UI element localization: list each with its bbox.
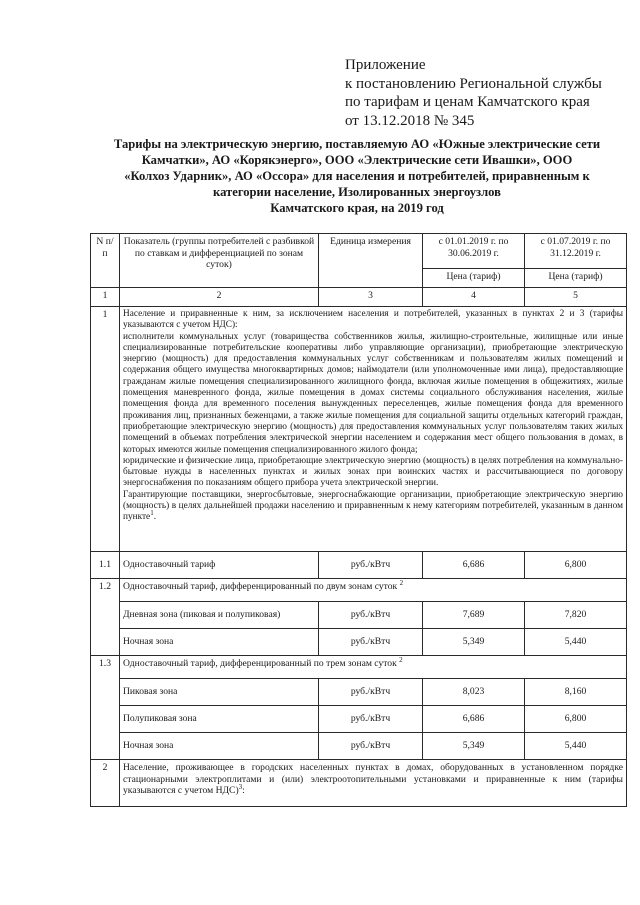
row-value-2: 5,440 — [525, 629, 627, 656]
section-1-text — [120, 307, 627, 552]
section-1-paragraph — [123, 490, 623, 524]
row-1-1 — [91, 552, 627, 579]
title-line: Камчатского края, на 2019 год — [270, 201, 444, 215]
appendix-line: от 13.12.2018 № 345 — [345, 112, 475, 129]
appendix-block — [345, 56, 602, 130]
header-period-1: с 01.01.2019 г. по 30.06.2019 г. — [423, 234, 525, 269]
row-value-1: 5,349 — [423, 733, 525, 760]
period-mark: . — [153, 512, 157, 523]
row-value-2: 7,820 — [525, 602, 627, 629]
footnote-mark: 3 — [238, 783, 243, 791]
row-value-2: 5,440 — [525, 733, 627, 760]
title-line: «Колхоз Ударник», АО «Оссора» для населения и потребителей, приравненным к — [124, 169, 590, 183]
section-1-paragraph: исполнители коммунальных услуг (товарищества собственников жилья, жилищно-строительные, жилищные или иные специализированные потребительские кооперативы либо управляющие организации), приобретающие электрическую энергию (мощность) для предоставления коммунальных услуг собственникам и пользователям жилых помещений и содержания общего имущества многоквартирных домов; наймодатели (или уполномоченные ими лица), предоставляющие гражданам жилые помещения специализированного жилищного фонда, включая жилые помещения в общежитиях, жилые помещения маневренного фонда, жилые помещения в домах системы социального обслуживания населения, жилые помещения фонда для временного поселения вынужденных переселенцев, жилые помещения фонда для временного проживания лиц, признанных беженцами, а также жилые помещения для социальной защиты отдельных категорий граждан, приобретающие электрическую энергию (мощность) для предоставления коммунальных услуг пользователям таких жилых помещений в объемах потребления электрической энергии населением и содержания мест общего пользования в домах, в которых имеются жилые помещения специализированного жилого фонда; — [123, 331, 623, 455]
row-1-3-3 — [91, 733, 627, 760]
header-unit: Единица измерения — [319, 234, 423, 288]
section-1-row — [91, 307, 627, 552]
section-label-text: Одноставочный тариф, дифференцированный по трем зонам суток — [123, 658, 397, 669]
section-2-text — [120, 760, 627, 807]
section-1-paragraph: юридические и физические лица, приобретающие электрическую энергию (мощность) в целях потребления на коммунально-бытовые нужды в населенных пунктах и жилых зонах при воинских частях и рассчитывающиеся по договору энергоснабжения по показаниям общего прибора учета электрической энергии. — [123, 455, 623, 489]
colon-mark: : — [242, 785, 245, 797]
row-value-1: 7,689 — [423, 602, 525, 629]
section-1-3-label — [120, 656, 627, 679]
col-number: 1 — [91, 288, 120, 307]
row-1-3-2 — [91, 706, 627, 733]
footnote-mark: 1 — [150, 509, 154, 518]
appendix-line: Приложение — [345, 57, 426, 73]
row-unit: руб./кВтч — [319, 706, 423, 733]
header-indicator: Показатель (группы потребителей с разбивкой по ставкам и дифференциацией по зонам суток) — [120, 234, 319, 288]
row-value-1: 6,686 — [423, 552, 525, 579]
title-line: Тарифы на электрическую энергию, поставляемую АО «Южные электрические сети — [113, 137, 601, 151]
footnote-mark: 2 — [399, 578, 404, 587]
section-2-row — [91, 760, 627, 807]
section-2-body: Население, проживающее в городских населенных пунктах в домах, оборудованных в установленном порядке стационарными электроплитами и (или) электроотопительными установками и приравненные к ним (тарифы указываются с учетом НДС) — [123, 762, 623, 797]
row-unit: руб./кВтч — [319, 602, 423, 629]
row-1-2-1 — [91, 602, 627, 629]
row-value-1: 5,349 — [423, 629, 525, 656]
row-unit: руб./кВтч — [319, 629, 423, 656]
col-number: 5 — [525, 288, 627, 307]
row-num: 1.2 — [91, 579, 120, 656]
tariff-table — [90, 233, 627, 807]
col-number: 3 — [319, 288, 423, 307]
row-label: Ночная зона — [120, 629, 319, 656]
header-num: N п/п — [91, 234, 120, 288]
row-unit: руб./кВтч — [319, 552, 423, 579]
row-value-1: 8,023 — [423, 679, 525, 706]
row-num: 2 — [91, 760, 120, 807]
section-1-3-row — [91, 656, 627, 679]
section-1-2-label — [120, 579, 627, 602]
row-1-2-2 — [91, 629, 627, 656]
row-num: 1.3 — [91, 656, 120, 760]
title-line: категории население, Изолированных энергоузлов — [213, 185, 501, 199]
header-price-1: Цена (тариф) — [423, 269, 525, 288]
row-label: Одноставочный тариф — [120, 552, 319, 579]
row-1-3-1 — [91, 679, 627, 706]
row-label: Ночная зона — [120, 733, 319, 760]
appendix-line: к постановлению Региональной службы — [345, 75, 602, 92]
col-number: 4 — [423, 288, 525, 307]
header-period-2: с 01.07.2019 г. по 31.12.2019 г. — [525, 234, 627, 269]
row-value-2: 6,800 — [525, 552, 627, 579]
appendix-line: по тарифам и ценам Камчатского края — [345, 94, 590, 110]
col-number: 2 — [120, 288, 319, 307]
footnote-mark: 2 — [399, 655, 403, 664]
row-value-1: 6,686 — [423, 706, 525, 733]
row-unit: руб./кВтч — [319, 733, 423, 760]
section-1-2-row — [91, 579, 627, 602]
row-unit: руб./кВтч — [319, 679, 423, 706]
header-price-2: Цена (тариф) — [525, 269, 627, 288]
row-label: Дневная зона (пиковая и полупиковая) — [120, 602, 319, 629]
row-num: 1.1 — [91, 552, 120, 579]
section-label-text: Одноставочный тариф, дифференцированный по двум зонам суток — [123, 581, 398, 592]
document-title — [92, 136, 622, 216]
row-value-2: 8,160 — [525, 679, 627, 706]
column-numbers-row — [91, 288, 627, 307]
row-label: Пиковая зона — [120, 679, 319, 706]
row-value-2: 6,800 — [525, 706, 627, 733]
section-1-last-text: Гарантирующие поставщики, энергосбытовые, энергоснабжающие организации, приобретающие электрическую энергию (мощность) в целях дальнейшей продажи населению и приравненным к нему категориям потребителей, указанным в данном пункте — [123, 489, 623, 523]
row-label: Полупиковая зона — [120, 706, 319, 733]
title-line: Камчатки», АО «Корякэнерго», ООО «Электрические сети Ивашки», ООО — [141, 153, 573, 167]
row-num: 1 — [91, 307, 120, 552]
section-1-paragraph: Население и приравненные к ним, за исключением населения и потребителей, указанных в пунктах 2 и 3 (тарифы указываются с учетом НДС): — [123, 309, 623, 331]
